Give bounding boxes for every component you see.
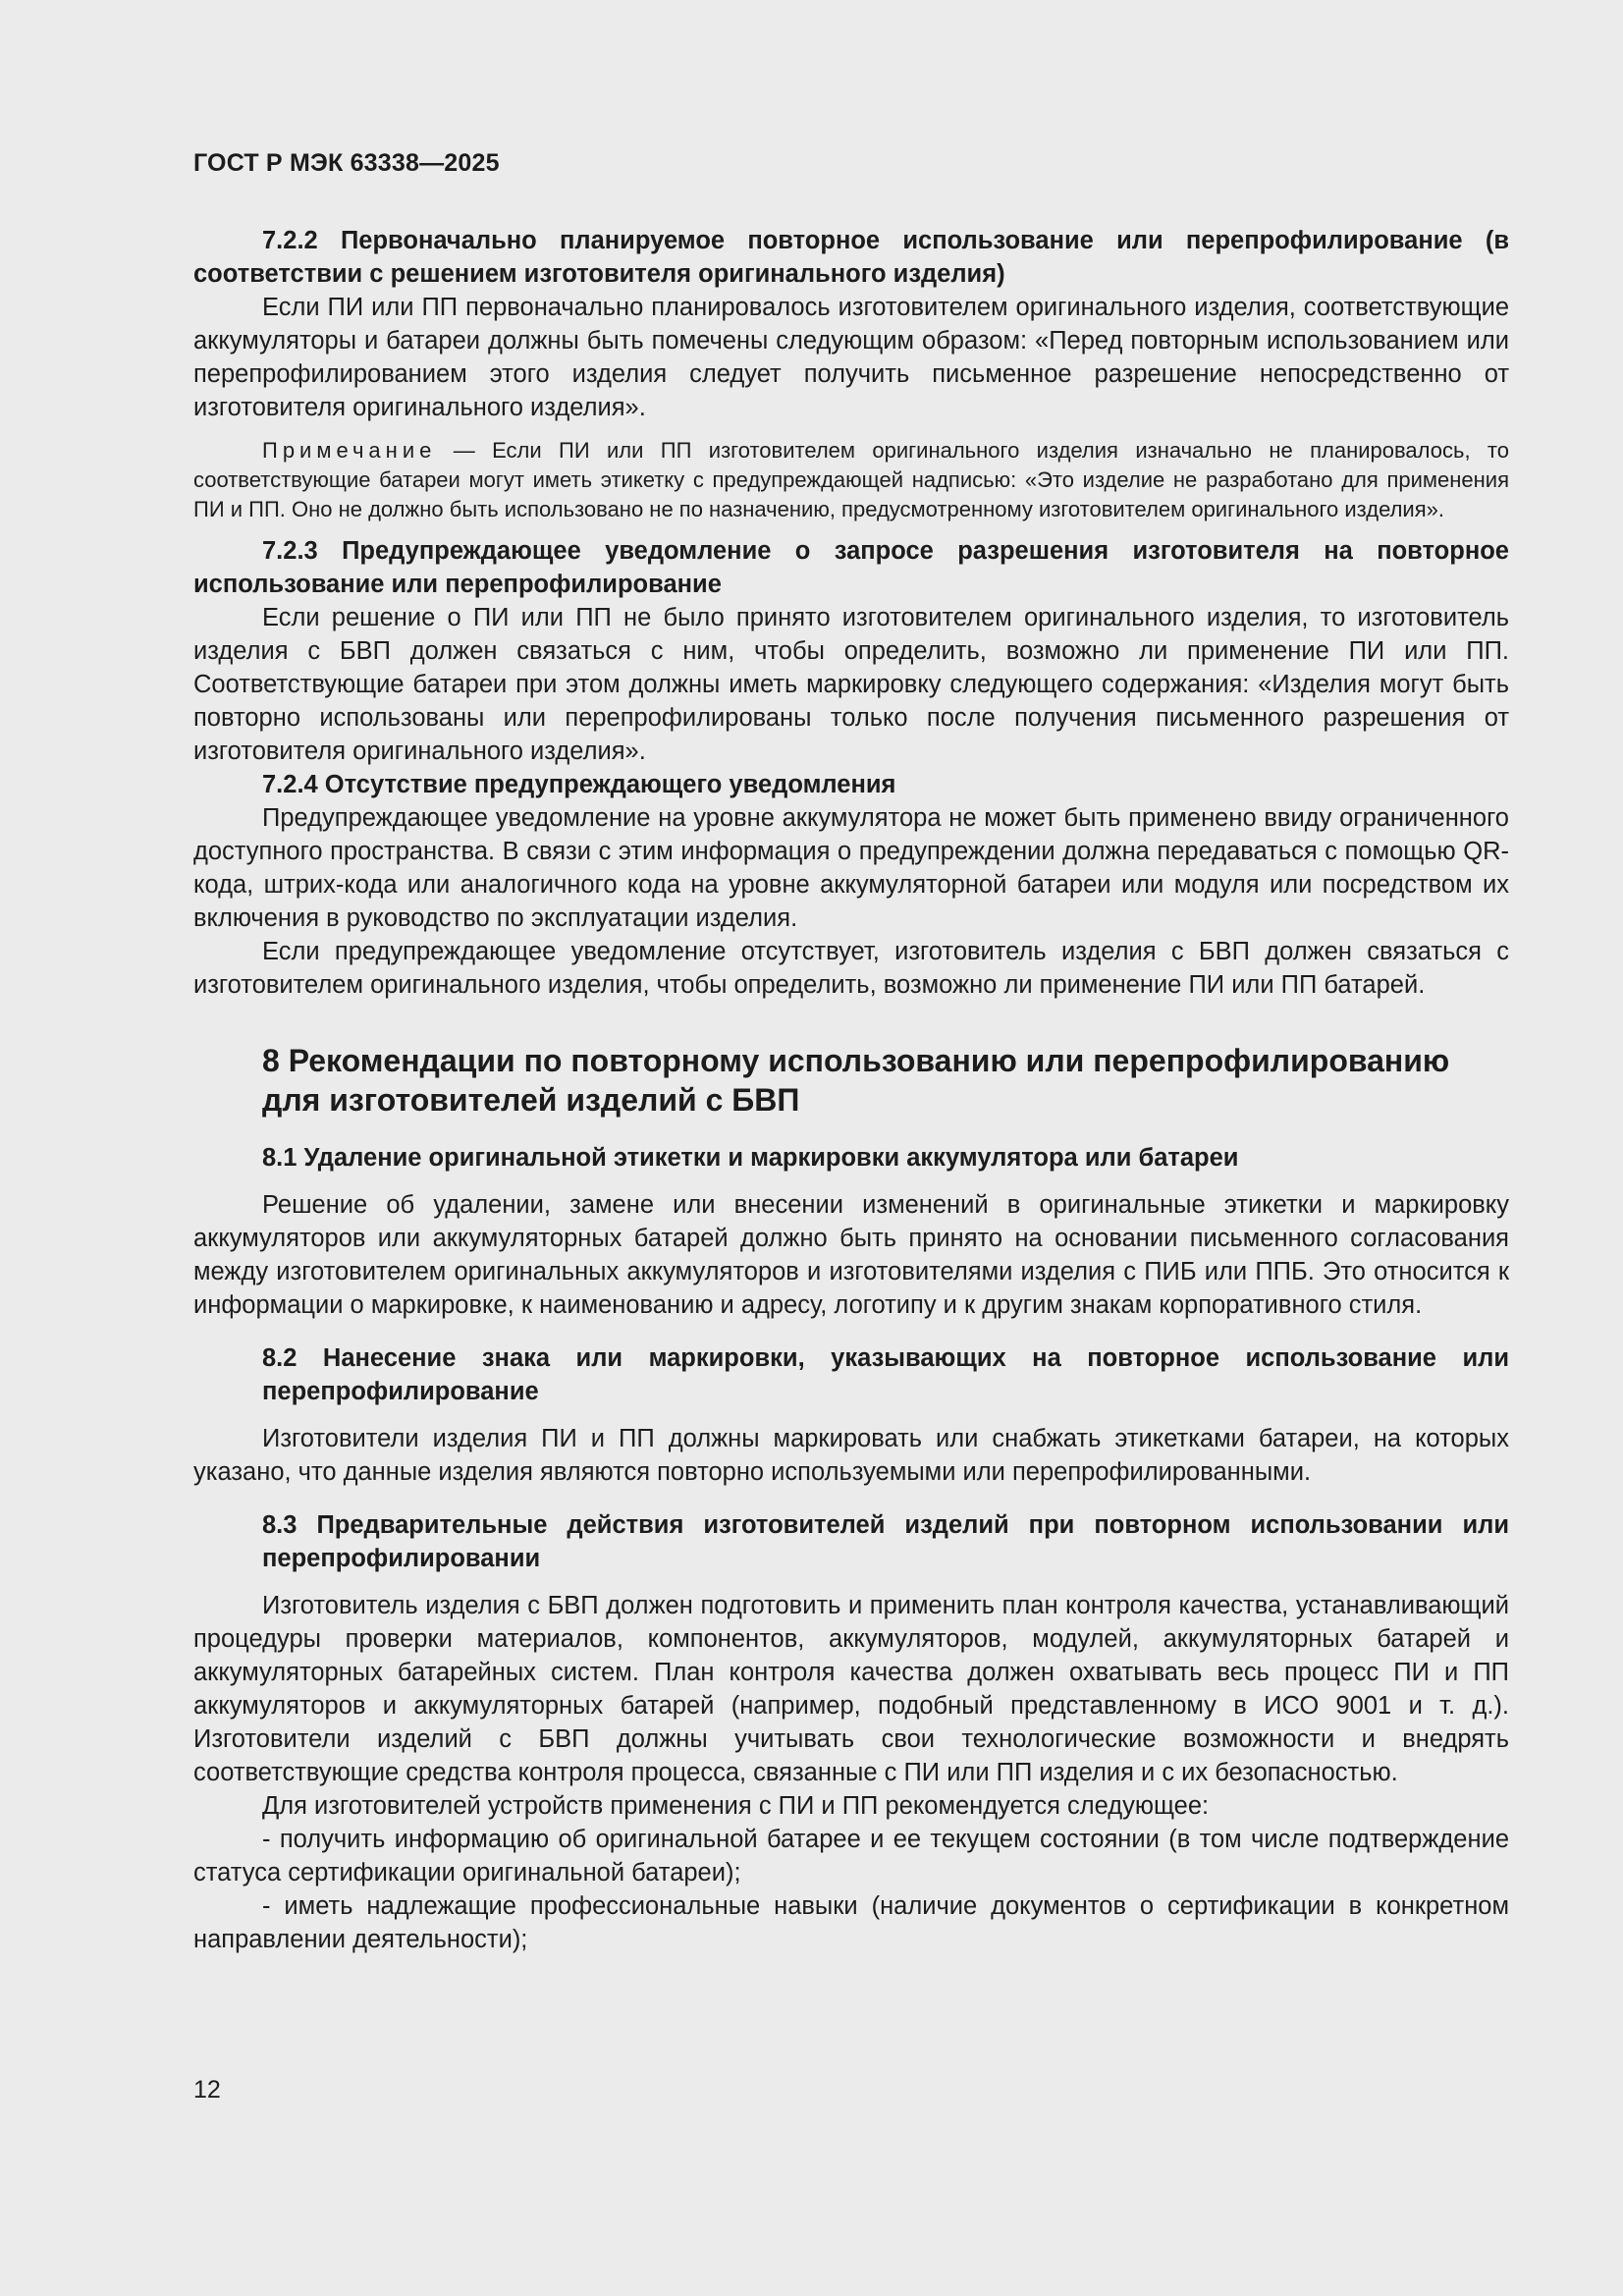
clause-7-2-4-body-1: Предупреждающее уведомление на уровне аккумулятора не может быть применено ввиду ограниченного доступного пространства. В связи с этим информация о предупреждении должна передаваться с помощью QR-кода, штрих-кода или аналогичного кода на уровне аккумуляторной батареи или модуля или посредством их включения в руководство по эксплуатации изделия. (193, 804, 1509, 932)
clause-8-2-heading: 8.2 Нанесение знака или маркировки, указывающих на повторное использование или перепрофилирование (262, 1344, 1509, 1405)
clause-7-2-3-heading: 7.2.3 Предупреждающее уведомление о запросе разрешения изготовителя на повторное использование или перепрофилирование (193, 537, 1509, 598)
note-label: Примечание (262, 438, 437, 463)
clause-7-2-3-body: Если решение о ПИ или ПП не было принято изготовителем оригинального изделия, то изготовитель изделия с БВП должен связаться с ним, чтобы определить, возможно ли применение ПИ или ПП. Соответствующие батареи при этом должны иметь маркировку следующего содержания: «Изделия могут быть повторно использованы или перепрофилированы только после получения письменного разрешения от изготовителя оригинального изделия». (193, 604, 1509, 765)
note-paragraph (193, 436, 1509, 524)
list-item: - иметь надлежащие профессиональные навыки (наличие документов о сертификации в конкретном направлении деятельности); (193, 1892, 1509, 1953)
page-content (193, 224, 1509, 1956)
clause-7-2-4-body-2: Если предупреждающее уведомление отсутствует, изготовитель изделия с БВП должен связаться с изготовителем оригинального изделия, чтобы определить, возможно ли применение ПИ или ПП батарей. (193, 938, 1509, 999)
clause-8-1-heading: 8.1 Удаление оригинальной этикетки и маркировки аккумулятора или батареи (262, 1144, 1239, 1172)
section-8-heading: 8 Рекомендации по повторному использованию или перепрофилированию для изготовителей изделий с БВП (262, 1043, 1450, 1118)
list-item: - получить информацию об оригинальной батарее и ее текущем состоянии (в том числе подтверждение статуса сертификации оригинальной батареи); (193, 1826, 1509, 1886)
clause-8-2-body: Изготовители изделия ПИ и ПП должны маркировать или снабжать этикетками батареи, на которых указано, что данные изделия являются повторно используемыми или перепрофилированными. (193, 1425, 1509, 1486)
page-number: 12 (193, 2076, 221, 2104)
note-text: — Если ПИ или ПП изготовителем оригинального изделия изначально не планировалось, то соответствующие батареи могут иметь этикетку с предупреждающей надписью: «Это изделие не разработано для применения ПИ и ПП. Оно не должно быть использовано не по назначению, предусмотренному изготовителем оригинального изделия». (193, 438, 1509, 521)
clause-8-3-body-1: Изготовитель изделия с БВП должен подготовить и применить план контроля качества, устанавливающий процедуры проверки материалов, компонентов, аккумуляторов, модулей, аккумуляторных батарей и аккумуляторных батарейных систем. План контроля качества должен охватывать весь процесс ПИ и ПП аккумуляторов и аккумуляторных батарей (например, подобный представленному в ИСО 9001 и т. д.). Изготовители изделий с БВП должны учитывать свои технологические возможности и внедрять соответствующие средства контроля процесса, связанные с ПИ или ПП изделия и с их безопасностью. (193, 1592, 1509, 1786)
clause-7-2-2-body: Если ПИ или ПП первоначально планировалось изготовителем оригинального изделия, соответствующие аккумуляторы и батареи должны быть помечены следующим образом: «Перед повторным использованием или перепрофилированием этого изделия следует получить письменное разрешение непосредственно от изготовителя оригинального изделия». (193, 294, 1509, 421)
clause-8-1-body: Решение об удалении, замене или внесении изменений в оригинальные этикетки и маркировку аккумуляторов или аккумуляторных батарей должно быть принято на основании письменного согласования между изготовителем оригинальных аккумуляторов и изготовителями изделия с ПИБ или ППБ. Это относится к информации о маркировке, к наименованию и адресу, логотипу и к другим знакам корпоративного стиля. (193, 1191, 1509, 1319)
clause-8-3-heading: 8.3 Предварительные действия изготовителей изделий при повторном использовании или перепрофилировании (262, 1511, 1509, 1572)
clause-7-2-2-heading: 7.2.2 Первоначально планируемое повторное использование или перепрофилирование (в соответствии с решением изготовителя оригинального изделия) (193, 227, 1509, 288)
standard-header: ГОСТ Р МЭК 63338—2025 (193, 149, 500, 177)
clause-7-2-4-heading: 7.2.4 Отсутствие предупреждающего уведомления (262, 771, 896, 798)
clause-8-3-body-2: Для изготовителей устройств применения с ПИ и ПП рекомендуется следующее: (262, 1792, 1210, 1820)
